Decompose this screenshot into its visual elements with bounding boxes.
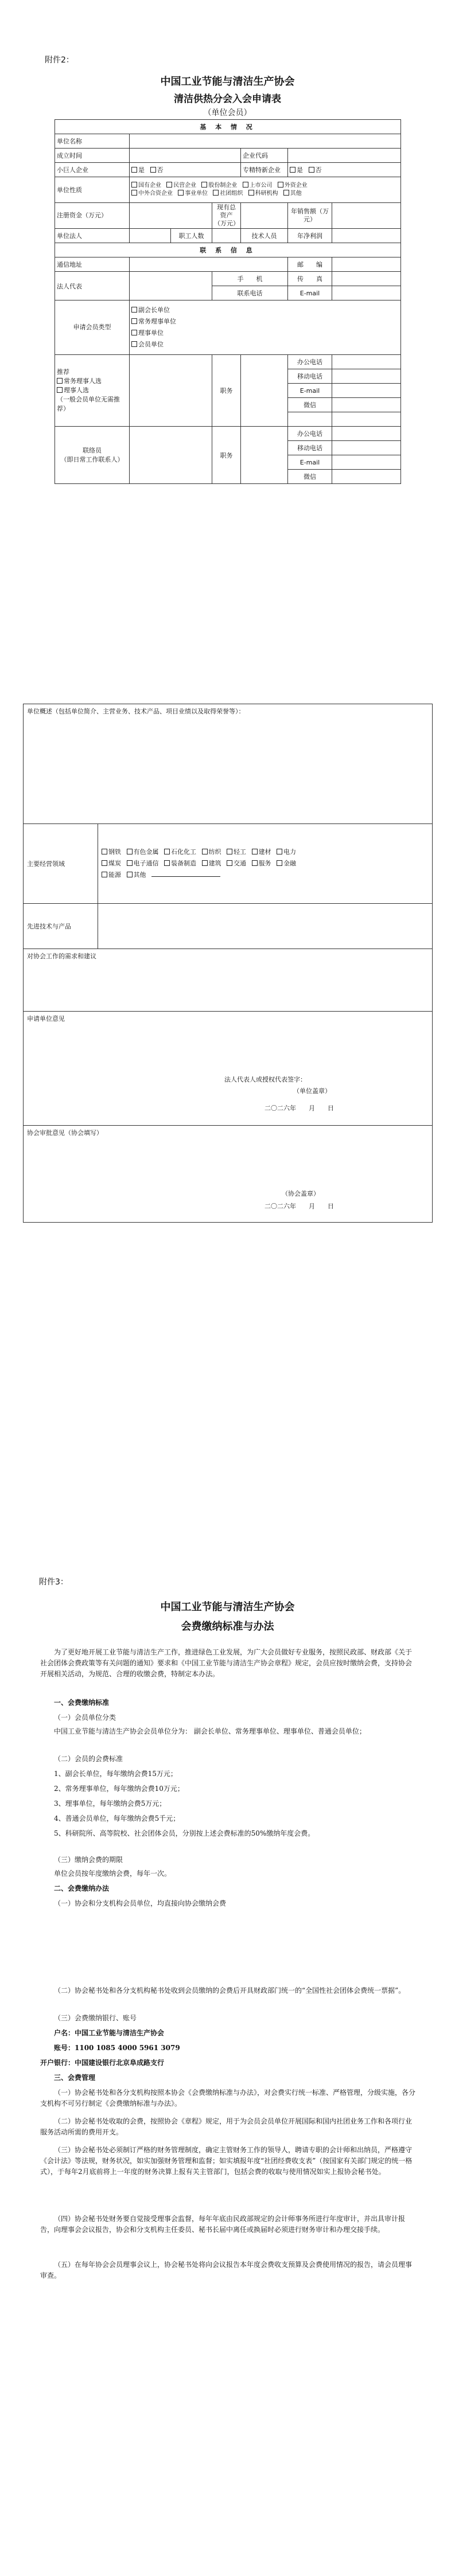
wechat-field[interactable] xyxy=(332,398,401,412)
liaison-cell xyxy=(55,427,130,484)
attachment-label: 附件3： xyxy=(39,1578,68,1587)
fee-standard-page xyxy=(0,1462,455,2576)
fee-item: 3、理事单位，每年缴纳会费5万元； xyxy=(54,1800,166,1808)
checkbox-icon[interactable] xyxy=(164,849,170,854)
postcode-label: 邮 编 xyxy=(288,257,332,272)
checkbox-icon[interactable] xyxy=(102,860,107,866)
domain-label: 主要经营领域 xyxy=(24,824,98,904)
annual-sales-label: 年销售额（万元） xyxy=(288,203,332,229)
nature-option: 其他 xyxy=(290,190,302,197)
checkbox-icon[interactable] xyxy=(131,307,137,313)
unit-name-field[interactable] xyxy=(130,134,401,149)
suggest-cell[interactable] xyxy=(24,949,433,1012)
nature-option: 民营企业 xyxy=(173,182,197,189)
sme-label: 小巨人企业 xyxy=(55,163,130,177)
intro-paragraph: 为了更好地开展工业节能与清洁生产工作，推进绿色工业发展，为广大会员做好专业服务，按照民政部、财政部《关于社会团体会费政策等有关问题的通知》要求和《中国工业节能与清洁生产协会章程》规定，会员应按时缴纳会费，支持协会开展相关活动，为规范、合理的收缴会费，特制定本办法。 xyxy=(40,1648,413,1678)
domain-option: 其他 xyxy=(133,871,146,879)
management-item-5: （五）在每年协会会员理事会议上，协会秘书处将向会议报告本年度会费收支预算及会费使用情况的报告，请会员理事审查。 xyxy=(40,2261,413,2280)
domain-option: 石化化工 xyxy=(171,848,196,856)
employees-field[interactable] xyxy=(212,229,241,243)
liaison-office-tel-field[interactable] xyxy=(332,427,401,441)
special-label: 专精特新企业 xyxy=(241,163,288,177)
annual-profit-label: 年净利润 xyxy=(288,229,332,243)
mobile-tel-field[interactable] xyxy=(332,369,401,384)
apply-type-label: 申请会员类型 xyxy=(55,300,130,355)
checkbox-icon[interactable] xyxy=(102,872,107,877)
liaison-wechat-field[interactable] xyxy=(332,470,401,484)
form-page-1 xyxy=(0,0,455,654)
checkbox-icon[interactable] xyxy=(131,341,137,347)
checkbox-icon[interactable] xyxy=(178,190,184,196)
legal-rep2-field[interactable] xyxy=(130,272,212,300)
mobile-tel-label: 移动电话 xyxy=(288,369,332,384)
nature-option: 国有企业 xyxy=(138,182,161,189)
checkbox-icon[interactable] xyxy=(127,849,133,854)
section-1-heading: 一、会费缴纳标准 xyxy=(54,1699,110,1707)
nature-option: 科研机构 xyxy=(255,190,278,197)
office-tel-label: 办公电话 xyxy=(288,355,332,369)
domain-option: 电力 xyxy=(283,848,296,856)
section-2-heading: 二、会费缴纳办法 xyxy=(54,1884,110,1892)
nature-option: 中外合资企业 xyxy=(138,190,173,197)
management-item-2: （二）协会秘书处收取的会费，按照协会《章程》规定，用于为会员会员单位开展国际和国内社团业务工作和各项行业服务活动所需的费用开支。 xyxy=(40,2117,413,2136)
annual-sales-field[interactable] xyxy=(332,203,401,229)
checkbox-icon[interactable] xyxy=(277,860,282,866)
account-name: 户名：中国工业节能与清洁生产协会 xyxy=(54,2029,165,2037)
form-title: 中国工业节能与清洁生产协会 xyxy=(160,76,295,88)
type-option: 常务理事单位 xyxy=(138,318,176,325)
postcode-field[interactable] xyxy=(332,257,401,272)
address-label: 通信地址 xyxy=(55,257,130,272)
email-field[interactable] xyxy=(332,286,401,300)
nature-option: 股份制企业 xyxy=(208,182,238,189)
option-no: 否 xyxy=(157,166,164,174)
checkbox-icon[interactable] xyxy=(283,190,289,196)
founded-label: 成立时间 xyxy=(55,149,130,163)
overview-label: 单位概述（包括单位简介、主营业务、技术产品、项目业绩以及取得荣誉等）： xyxy=(27,708,245,715)
contact-info-header: 联 系 信 息 xyxy=(55,243,401,257)
checkbox-icon[interactable] xyxy=(290,167,295,173)
basic-info-header: 基 本 情 况 xyxy=(55,120,401,134)
domain-option: 交通 xyxy=(234,860,246,867)
domain-option: 有色金属 xyxy=(133,848,159,856)
date-1: 二〇二六年 月 日 xyxy=(265,1104,334,1112)
spacer-cell xyxy=(288,412,332,427)
mobile-label: 手 机 xyxy=(212,272,288,286)
checkbox-icon[interactable] xyxy=(243,182,248,188)
email2-field[interactable] xyxy=(332,384,401,398)
spacer-field xyxy=(332,412,401,427)
founded-field[interactable] xyxy=(130,149,241,163)
domain-option: 能源 xyxy=(108,871,121,879)
legal-rep-field[interactable] xyxy=(130,229,171,243)
nature-option: 外资企业 xyxy=(284,182,308,189)
email2-label: E-mail xyxy=(288,384,332,398)
domain-option: 服务 xyxy=(258,860,271,867)
fixed-assets-label: 现有总资产（万元） xyxy=(212,203,241,229)
reg-capital-field[interactable] xyxy=(130,203,212,229)
checkbox-icon[interactable] xyxy=(102,849,107,854)
management-item-4: （四）协会秘书处财务要自觉接受理事会监督，每年年底由民政部规定的会计师事务所进行年度审计，并出具审计报告，向理事会会议报告，协会和分支机构主任委员、秘书长届中离任或换届时必须进行财务审计和办理交接手续。 xyxy=(40,2215,406,2234)
apply-type-options[interactable] xyxy=(130,300,401,355)
section-2c-heading: （三）会费缴纳银行、账号 xyxy=(54,2014,137,2022)
tech-label: 先进技术与产品 xyxy=(24,904,98,949)
form-continued-table xyxy=(23,704,433,1223)
fee-item: 4、普通会员单位，每年缴纳会费5千元； xyxy=(54,1814,180,1822)
checkbox-icon[interactable] xyxy=(252,860,258,866)
checkbox-icon[interactable] xyxy=(131,182,137,188)
account-bank: 开户银行：中国建设银行北京阜成路支行 xyxy=(40,2059,165,2067)
domain-option: 建材 xyxy=(258,848,271,856)
section-1c-text: 单位会员按年度缴纳会费，每年一次。 xyxy=(54,1869,172,1878)
type-option: 会员单位 xyxy=(138,341,164,348)
checkbox-icon[interactable] xyxy=(252,849,258,854)
reg-capital-label: 注册资金（万元） xyxy=(55,203,130,229)
checkbox-icon[interactable] xyxy=(131,190,137,196)
annual-profit-field[interactable] xyxy=(332,229,401,243)
form-page-2 xyxy=(0,654,455,1462)
checkbox-icon[interactable] xyxy=(202,860,208,866)
checkbox-icon[interactable] xyxy=(309,167,314,173)
other-underline[interactable] xyxy=(151,869,220,877)
recommend-cell xyxy=(55,355,130,427)
management-item-1: （一）协会秘书处和各分支机构按照本协会《会费缴纳标准与办法》，对会费实行统一标准、严格管理，分级实施，各分支机构不可另行制定《会费缴纳标准与办法》。 xyxy=(40,2089,416,2107)
company-code-field[interactable] xyxy=(288,149,401,163)
email-label: E-mail xyxy=(288,286,332,300)
fee-item: 5、科研院所、高等院校、社会团体会员，分别按上述会费标准的50%缴纳年度会费。 xyxy=(54,1829,315,1837)
legal-rep-label: 单位法人 xyxy=(55,229,130,243)
liaison-mobile-label: 移动电话 xyxy=(288,441,332,455)
tech-staff-label: 技术人员 xyxy=(241,229,288,243)
recommend-option: 理事人选 xyxy=(64,387,89,394)
wechat-label: 微信 xyxy=(288,398,332,412)
unit-nature-label: 单位性质 xyxy=(55,177,130,203)
tech-field[interactable] xyxy=(98,904,433,949)
checkbox-icon[interactable] xyxy=(57,378,63,384)
checkbox-icon[interactable] xyxy=(227,860,232,866)
domain-option: 电子通信 xyxy=(133,860,159,867)
legal-rep2-label: 法人代表 xyxy=(55,272,130,300)
job-field[interactable] xyxy=(241,355,288,427)
form-subtitle: 清洁供热分会入会申请表 xyxy=(174,93,281,105)
liaison-email-label: E-mail xyxy=(288,455,332,470)
contact-tel-label: 联系电话 xyxy=(212,286,288,300)
checkbox-icon[interactable] xyxy=(277,849,282,854)
checkbox-icon[interactable] xyxy=(131,330,137,335)
recommend-note: （一般会员单位无需推荐） xyxy=(57,396,120,412)
checkbox-icon[interactable] xyxy=(227,849,232,854)
attachment-label: 附件2： xyxy=(45,56,74,65)
management-item-3: （三）协会秘书处必须制订严格的财务管理制度，确定主管财务工作的领导人，聘请专职的会计师和出纳员，严格遵守《会计法》等法规，财务状况，如实加强财务管理和监督；如实填报年度“社团经费收支表”（按国家有关部门规定的统一格式），于每年2月底前将上一年度的财务决算上报有关主管部门，包括会费的收取与使用情况如实上报协会秘书处。 xyxy=(40,2146,413,2176)
nature-option: 社团组织 xyxy=(220,190,243,197)
checkbox-icon[interactable] xyxy=(202,849,208,854)
account-number: 账号：1100 1085 4000 5961 3079 xyxy=(54,2044,180,2052)
section-1a-text: 中国工业节能与清洁生产协会会员单位分为： 副会长单位、常务理事单位、理事单位、普通会员单位； xyxy=(54,1727,366,1735)
checkbox-icon[interactable] xyxy=(164,860,170,866)
assoc-opinion-label: 协会审批意见（协会填写） xyxy=(27,1129,103,1137)
liaison-mobile-field[interactable] xyxy=(332,441,401,455)
office-tel-field[interactable] xyxy=(332,355,401,369)
domain-option: 轻工 xyxy=(234,848,246,856)
recommend-option: 常务理事人选 xyxy=(64,377,102,385)
fee-title: 中国工业节能与清洁生产协会 xyxy=(160,1601,295,1613)
liaison-label: 联络员 xyxy=(83,446,102,454)
fax-field[interactable] xyxy=(332,272,401,286)
assoc-opinion-cell[interactable] xyxy=(24,1126,433,1223)
liaison-email-field[interactable] xyxy=(332,455,401,470)
liaison-note: （即日常工作联系人） xyxy=(60,455,124,463)
option-yes: 是 xyxy=(297,166,303,174)
sme-options[interactable] xyxy=(130,163,241,177)
type-option: 理事单位 xyxy=(138,329,164,337)
liaison-job-field[interactable] xyxy=(241,427,288,484)
date-2: 二〇二六年 月 日 xyxy=(265,1203,334,1210)
recommend-label: 推荐 xyxy=(57,368,69,376)
liaison-field[interactable] xyxy=(130,427,212,484)
fee-item: 1、副会长单位，每年缴纳会费15万元； xyxy=(54,1770,177,1778)
sign-label: 法人代表人或授权代表签字： xyxy=(224,1076,306,1083)
fax-label: 传 真 xyxy=(288,272,332,286)
assoc-stamp-label: （协会盖章） xyxy=(282,1190,320,1197)
section-2b-text: （二）协会秘书处和各分支机构秘书处收到会员缴纳的会费后开具财政部门统一的“全国性社会团体会费统一票据”。 xyxy=(54,1986,406,1995)
overview-cell[interactable] xyxy=(24,704,433,824)
liaison-wechat-label: 微信 xyxy=(288,470,332,484)
section-3-heading: 三、会费管理 xyxy=(54,2074,96,2082)
address-field[interactable] xyxy=(130,257,288,272)
domain-options[interactable] xyxy=(98,824,433,904)
domain-option: 金融 xyxy=(283,860,296,867)
opinion-cell[interactable] xyxy=(24,1012,433,1126)
checkbox-icon[interactable] xyxy=(127,872,133,877)
checkbox-icon[interactable] xyxy=(248,190,254,196)
fee-item: 2、常务理事单位，每年缴纳会费10万元； xyxy=(54,1785,184,1793)
checkbox-icon[interactable] xyxy=(57,387,63,393)
unit-name-label: 单位名称 xyxy=(55,134,130,149)
section-1c-heading: （三）缴纳会费的期限 xyxy=(54,1856,123,1864)
domain-option: 煤炭 xyxy=(108,860,121,867)
special-options[interactable] xyxy=(288,163,401,177)
checkbox-icon[interactable] xyxy=(201,182,207,188)
opinion-label: 申请单位意见 xyxy=(27,1015,65,1022)
liaison-office-tel-label: 办公电话 xyxy=(288,427,332,441)
domain-option: 装备制造 xyxy=(171,860,196,867)
recommend-field[interactable] xyxy=(130,355,212,427)
checkbox-icon[interactable] xyxy=(131,318,137,324)
nature-option: 上市公司 xyxy=(249,182,273,189)
domain-option: 建筑 xyxy=(208,860,221,867)
domain-option: 纺织 xyxy=(208,848,221,856)
section-2a-text: （一）协会和分支机构会员单位，均直接向协会缴纳会费 xyxy=(54,1899,227,1907)
job-label: 职务 xyxy=(212,355,241,427)
suggest-label: 对协会工作的需求和建议 xyxy=(27,953,96,960)
checkbox-icon[interactable] xyxy=(166,182,172,188)
stamp-label: （单位盖章） xyxy=(293,1087,331,1095)
application-form-table xyxy=(55,119,401,484)
liaison-job-label: 职务 xyxy=(212,427,241,484)
domain-option: 钢铁 xyxy=(108,848,121,856)
checkbox-icon[interactable] xyxy=(278,182,283,188)
unit-nature-options[interactable] xyxy=(130,177,401,203)
type-option: 副会长单位 xyxy=(138,306,170,314)
employees-label: 职工人数 xyxy=(171,229,212,243)
checkbox-icon[interactable] xyxy=(131,167,137,173)
company-code-label: 企业代码 xyxy=(241,149,288,163)
option-no: 否 xyxy=(315,166,322,174)
fixed-assets-field[interactable] xyxy=(241,203,288,229)
fee-subtitle: 会费缴纳标准与办法 xyxy=(181,1621,274,1633)
checkbox-icon[interactable] xyxy=(213,190,219,196)
nature-option: 事业单位 xyxy=(185,190,208,197)
option-yes: 是 xyxy=(138,166,145,174)
checkbox-icon[interactable] xyxy=(150,167,156,173)
form-subtitle-2: （单位会员） xyxy=(203,108,252,118)
section-1a-heading: （一）会员单位分类 xyxy=(54,1714,116,1722)
checkbox-icon[interactable] xyxy=(127,860,133,866)
section-1b-heading: （二）会员的会费标准 xyxy=(54,1755,123,1763)
